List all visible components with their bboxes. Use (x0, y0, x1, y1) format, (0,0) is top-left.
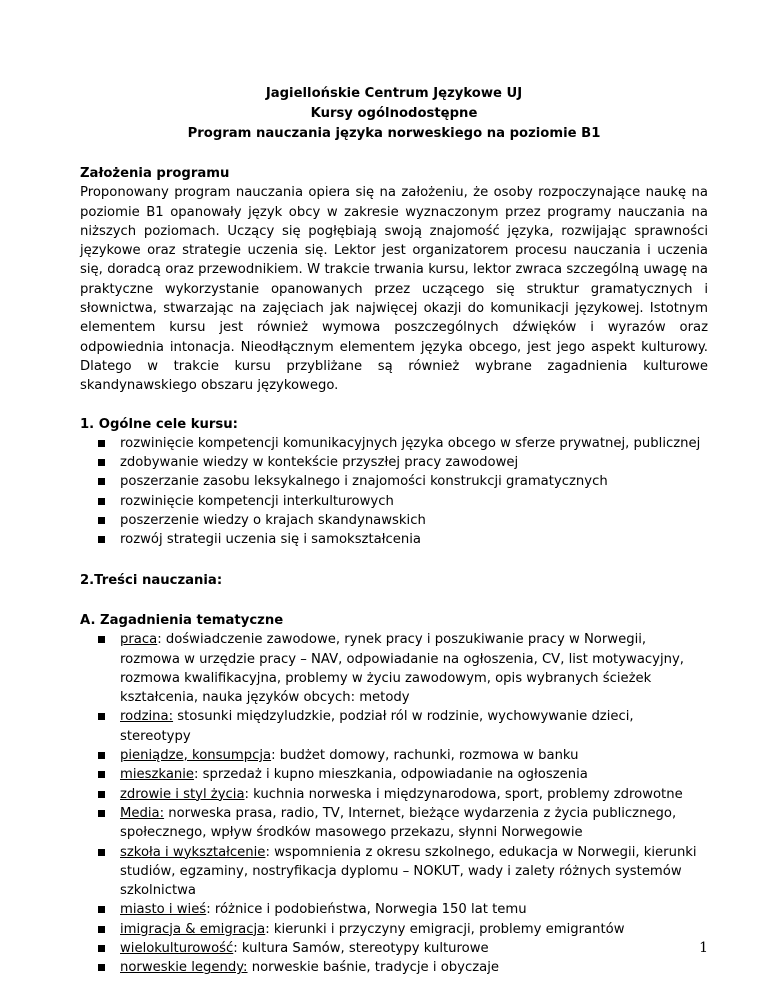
topic-label: norweskie legendy: (120, 960, 248, 976)
page-number: 1 (699, 940, 708, 956)
topic-label: miasto i wieś (120, 902, 207, 918)
topic-text: : kultura Samów, stereotypy kulturowe (233, 940, 489, 956)
topic-label: szkoła i wykształcenie (120, 844, 266, 860)
topic-text: : doświadczenie zawodowe, rynek pracy i poszukiwanie pracy w Norwegii, rozmowa w urzędzie pracy – NAV, odpowiadanie na ogłoszenia, CV, list motywacyjny, rozmowa kwalifikacyjna, problemy w życiu zawodowym, opis wybranych ścieżek kształcenia, nauka języków obcych: metody (120, 632, 684, 706)
topic-text: : budżet domowy, rachunki, rozmowa w banku (271, 748, 579, 764)
topic-text: norweska prasa, radio, TV, Internet, bieżące wydarzenia z życia publicznego, społecznego, wpływ środków masowego przekazu, słynni Norwegowie (120, 805, 677, 841)
intro-heading: Założenia programu (80, 166, 230, 181)
topic-text: : różnice i podobieństwa, Norwegia 150 lat temu (206, 902, 527, 918)
header-program-title: Program nauczania języka norweskiego na poziomie B1 (187, 126, 601, 141)
topic-text: : kuchnia norweska i międzynarodowa, sport, problemy zdrowotne (244, 786, 683, 802)
list-item (120, 746, 708, 765)
section2-title: 2.Treści nauczania: (80, 572, 223, 588)
list-item (120, 920, 708, 939)
list-item (120, 939, 708, 958)
topic-label: imigracja & emigracja (120, 921, 266, 937)
sectionA-list (80, 630, 708, 977)
list-item (120, 785, 708, 804)
topic-label: mieszkanie (120, 767, 195, 783)
list-item: rozwój strategii uczenia się i samokształcenia (120, 530, 708, 549)
document-header (80, 84, 708, 144)
list-item (120, 630, 708, 707)
topic-label: praca (120, 632, 158, 648)
list-item (120, 843, 708, 901)
topic-text: stosunki międzyludzkie, podział ról w rodzinie, wychowywanie dzieci, stereotypy (120, 709, 634, 744)
header-institution: Jagiellońskie Centrum Językowe UJ (265, 86, 523, 101)
list-item (120, 958, 708, 977)
section1-title: 1. Ogólne cele kursu: (80, 416, 238, 432)
intro-section (80, 164, 708, 396)
topic-text: : sprzedaż i kupno mieszkania, odpowiadanie na ogłoszenia (194, 767, 588, 783)
list-item: poszerzanie zasobu leksykalnego i znajomości konstrukcji gramatycznych (120, 472, 708, 491)
section1-list (80, 434, 708, 550)
topic-label: Media: (120, 805, 165, 821)
topic-label: pieniądze, konsumpcja (120, 748, 272, 764)
list-item (120, 765, 708, 784)
topic-label: rodzina: (120, 709, 174, 725)
list-item: rozwinięcie kompetencji komunikacyjnych języka obcego w sferze prywatnej, publicznej (120, 434, 708, 453)
topic-text: : kierunki i przyczyny emigracji, problemy emigrantów (265, 921, 625, 937)
list-item: poszerzenie wiedzy o krajach skandynawskich (120, 511, 708, 530)
list-item (120, 707, 708, 746)
list-item: rozwinięcie kompetencji interkulturowych (120, 492, 708, 511)
topic-label: wielokulturowość (120, 940, 234, 956)
sectionA-title: A. Zagadnienia tematyczne (80, 612, 284, 628)
intro-text: Proponowany program nauczania opiera się na założeniu, że osoby rozpoczynające naukę na poziomie B1 opanowały język obcy w zakresie wyznaczonym przez programy nauczania na niższych poziomach. Uczący się pogłębiają swoją znajomość języka, rozwijając sprawności językowe oraz strategie uczenia się. Lektor jest organizatorem procesu nauczania i uczenia się, doradcą oraz przewodnikiem. W trakcie trwania kursu, lektor zwraca szczególną uwagę na praktyczne wykorzystanie opanowanych przez uczącego się struktur gramatycznych i słownictwa, stwarzając na zajęciach jak najwięcej okazji do komunikacji językowej. Istotnym elementem kursu jest również wymowa poszczególnych dźwięków i wyrazów oraz odpowiednia intonacja. Nieodłącznym elementem języka obcego, jest jego aspekt kulturowy. Dlatego w trakcie kursu przybliżane są również wybrane zagadnienia kulturowe skandynawskiego obszaru językowego. (80, 185, 708, 394)
list-item (120, 804, 708, 843)
list-item (120, 900, 708, 919)
topic-text: : wspomnienia z okresu szkolnego, edukacja w Norwegii, kierunki studiów, egzaminy, nostryfikacja dyplomu – NOKUT, wady i zalety różnych systemów szkolnictwa (120, 844, 697, 899)
header-course-type: Kursy ogólnodostępne (310, 106, 478, 121)
topic-label: zdrowie i styl życia (120, 786, 245, 802)
list-item: zdobywanie wiedzy w kontekście przyszłej pracy zawodowej (120, 453, 708, 472)
topic-text: norweskie baśnie, tradycje i obyczaje (247, 960, 499, 976)
